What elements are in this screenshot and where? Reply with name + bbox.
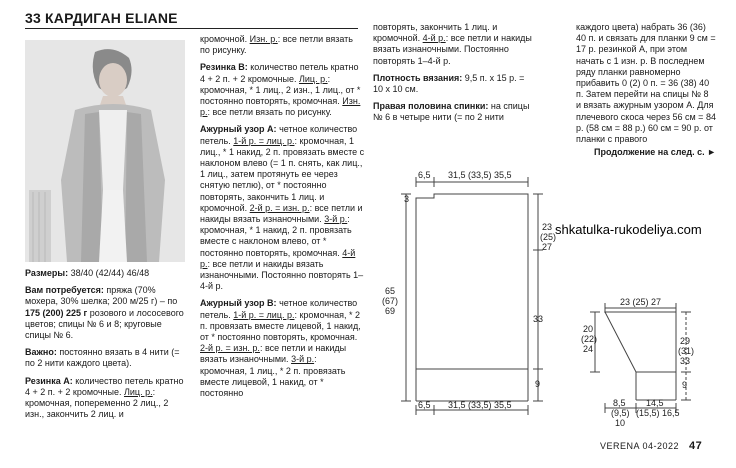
sizes-paragraph bbox=[25, 268, 188, 279]
rib-a-text-1: количество петель кратно 4 + 2 п. + 2 кромочные. bbox=[25, 375, 184, 397]
back-dim-slope: 3 bbox=[404, 194, 410, 204]
sleeve-dim-bottom-1c: 10 bbox=[615, 418, 626, 428]
materials-column bbox=[25, 268, 188, 426]
rib-a-right-side: Лиц. р. bbox=[123, 386, 153, 397]
lacy-a-row-1: 1-й р. = лиц. р. bbox=[233, 135, 295, 146]
back-dim-bottom: 31,5 (33,5) 35,5 bbox=[448, 400, 512, 410]
lacy-a-label: Ажурный узор А: bbox=[200, 124, 277, 135]
schematics-diagram bbox=[380, 170, 730, 428]
rib-b-paragraph bbox=[200, 62, 365, 118]
yarn-amount: 175 (200) 225 г bbox=[25, 307, 88, 318]
lacy-b-row-1: 1-й р. = лиц. р. bbox=[233, 309, 295, 320]
sleeve-dim-left-3: 24 bbox=[583, 344, 594, 354]
lacy-b-cont-text-1: повторять, закончить 1 лиц. и кромочной. bbox=[373, 22, 498, 44]
back-dim-bottom-left: 6,5 bbox=[418, 400, 431, 410]
rib-b-text-3: : все петли вязать по рисунку. bbox=[207, 107, 332, 118]
instructions-column bbox=[576, 22, 716, 164]
rib-b-right-side: Лиц. р. bbox=[298, 73, 328, 84]
back-dim-left-2: (67) bbox=[382, 296, 399, 306]
back-dim-top: 31,5 (33,5) 35,5 bbox=[448, 170, 512, 180]
sleeve-dim-top: 23 (25) 27 bbox=[620, 297, 662, 307]
lacy-a-text-1: четное количество петель. bbox=[200, 124, 358, 146]
density-label: Плотность вязания: bbox=[373, 72, 463, 83]
lacy-b-continued bbox=[373, 22, 533, 67]
sleeve-dim-left-2: (22) bbox=[581, 334, 598, 344]
back-text: на спицы № 6 в четыре нити (= по 2 нити bbox=[373, 101, 530, 123]
sleeve-dim-right-1: 29 bbox=[680, 336, 691, 346]
materials-text-2: розового и лососевого цветов; спицы № 6 и 8; круговые спицы № 6. bbox=[25, 307, 184, 341]
sleeve-dim-right-3: 33 bbox=[680, 356, 691, 366]
back-paragraph bbox=[373, 101, 533, 123]
lacy-a-text-2: : кромочная, 1 лиц., * 1 накид, 2 п. провязать вместе с наклоном влево (= 1 п. снять, как лиц., 1 лиц., затем протянуть ее через снятую петлю), от * постоянно повторять, закончить 1 лиц. и кромочной. bbox=[200, 135, 365, 213]
continued-note: Продолжение на след. с. ► bbox=[594, 147, 716, 158]
back-schematic bbox=[401, 177, 543, 415]
back-dim-right-3: 27 bbox=[542, 242, 553, 252]
lacy-b-paragraph bbox=[200, 298, 365, 399]
sleeve-dim-bottom-1a: 8,5 bbox=[613, 398, 626, 408]
lacy-a-row-2: 2-й р. = изн. р. bbox=[249, 202, 310, 213]
lacy-a-row-3: 3-й р. bbox=[324, 214, 348, 225]
important-text: постоянно вязать в 4 нити (= по 2 нити каждого цвета). bbox=[25, 347, 180, 369]
lacy-a-text-3: : все петли и накиды вязать изнаночными. bbox=[200, 202, 363, 225]
sleeve-dim-bottom-2b: (15,5) 16,5 bbox=[636, 408, 680, 418]
rib-b-text-1: количество петель кратно 4 + 2 п. + 2 кромочные. bbox=[200, 62, 359, 84]
model-photo bbox=[25, 40, 185, 262]
rib-a-cont-text-2: : все петли вязать по рисунку. bbox=[200, 34, 353, 56]
page-footer bbox=[600, 440, 725, 452]
lacy-b-text-3: : все петли и накиды вязать изнаночными. bbox=[200, 343, 347, 365]
back-dim-right-band: 9 bbox=[535, 379, 541, 389]
back-instructions: каждого цвета) набрать 36 (36) 40 п. и связать для планки 9 см = 17 р. резинкой А, при этом начать с 1 изн. р. В последнем ряду планки равномерно прибавить 0 (2) 0 п. = 36 (38) 40 п. Затем перейти на спицы № 8 и вязать ажурным узором А. Для плечевого скоса через 56 см = 84 р. (58 см = 88 р.) 60 см = 90 р. от планки с правого bbox=[576, 22, 716, 145]
rib-a-paragraph bbox=[25, 376, 188, 421]
rib-a-text-2: : кромочная, попеременно 2 лиц., 2 изн., закончить 2 лиц. и bbox=[25, 386, 169, 420]
materials-paragraph bbox=[25, 285, 188, 341]
density-column bbox=[373, 22, 533, 130]
sleeve-dim-bottom-2a: 14,5 bbox=[646, 398, 664, 408]
materials-text-1: пряжа (70% мохера, 30% шелка; 200 м/25 г) – по bbox=[25, 285, 178, 307]
rib-a-cont-text-1: кромочной. bbox=[200, 34, 250, 44]
page-number: 47 bbox=[689, 440, 703, 452]
back-dim-left-1: 65 bbox=[385, 286, 396, 296]
rib-b-wrong-side: Изн. р. bbox=[200, 96, 361, 118]
lacy-a-paragraph bbox=[200, 124, 365, 292]
sleeve-dim-bottom-1b: (9,5) bbox=[611, 408, 630, 418]
lacy-b-label: Ажурный узор В: bbox=[200, 298, 277, 309]
important-label: Важно: bbox=[25, 347, 57, 358]
rib-b-text-2: : кромочная, * 1 лиц., 2 изн., 1 лиц., от * постоянно повторять, кромочная. bbox=[200, 73, 361, 107]
sleeve-schematic bbox=[590, 303, 691, 413]
lacy-b-cont-text-2: : все петли и накиды вязать изнаночными. Постоянно повторять 1–4-й р. bbox=[373, 33, 532, 66]
density-text: 9,5 п. х 15 р. = 10 х 10 см. bbox=[373, 72, 525, 95]
lacy-b-text-1: четное количество петель. bbox=[200, 298, 358, 320]
magazine-name: VERENA 04-2022 bbox=[600, 441, 680, 451]
lacy-a-text-4: : кромочная, * 1 накид, 2 п. провязать вместе с наклоном влево, от * постоянно повторять, кромочная. bbox=[200, 214, 352, 258]
sleeve-dim-left-1: 20 bbox=[583, 324, 594, 334]
lacy-a-row-4: 4-й р. bbox=[200, 247, 356, 269]
rib-a-wrong-side: Изн. р. bbox=[249, 34, 278, 44]
model-illustration bbox=[25, 40, 185, 262]
back-outline bbox=[416, 194, 528, 369]
sleeve-dim-right-2: (31) bbox=[678, 346, 695, 356]
stitch-patterns-column bbox=[200, 34, 365, 405]
lacy-b-row-4: 4-й р. bbox=[422, 33, 446, 44]
back-dim-right-1: 23 bbox=[542, 222, 553, 232]
rib-b-label: Резинка В: bbox=[200, 62, 248, 73]
lacy-b-row-3: 3-й р. bbox=[291, 354, 315, 365]
lacy-b-text-2: : кромочная, * 2 п. провязать вместе лицевой, 1 накид, от * постоянно повторять, кромочная. bbox=[200, 309, 361, 343]
density-paragraph bbox=[373, 73, 533, 95]
sizes-label: Размеры: bbox=[25, 268, 69, 278]
rib-a-label: Резинка А: bbox=[25, 375, 73, 386]
back-dim-left-3: 69 bbox=[385, 306, 396, 316]
title-underline bbox=[25, 28, 358, 29]
important-paragraph bbox=[25, 347, 188, 369]
back-dim-right-mid: 33 bbox=[533, 314, 544, 324]
lacy-b-text-4: : кромочная, 1 лиц., * 2 п. провязать вместе лицевой, 1 накид, от * постоянно bbox=[200, 354, 346, 399]
sleeve-dim-right-band: 9 bbox=[682, 380, 688, 390]
materials-label: Вам потребуется: bbox=[25, 285, 104, 296]
back-dim-top-left: 6,5 bbox=[418, 170, 431, 180]
back-dim-right-2: (25) bbox=[540, 232, 557, 242]
lacy-a-text-5: : все петли и накиды вязать изнаночными. Постоянно повторять 1–4-й р. bbox=[200, 258, 364, 292]
sizes-value: 38/40 (42/44) 46/48 bbox=[68, 268, 150, 278]
page-title: 33 КАРДИГАН ELIANE bbox=[25, 10, 178, 26]
back-label: Правая половина спинки: bbox=[373, 101, 489, 112]
sleeve-outline bbox=[605, 312, 676, 372]
watermark: shkatulka-rukodeliya.com bbox=[555, 222, 702, 237]
lacy-b-row-2: 2-й р. = изн. р. bbox=[200, 343, 260, 354]
rib-a-continued bbox=[200, 34, 365, 56]
